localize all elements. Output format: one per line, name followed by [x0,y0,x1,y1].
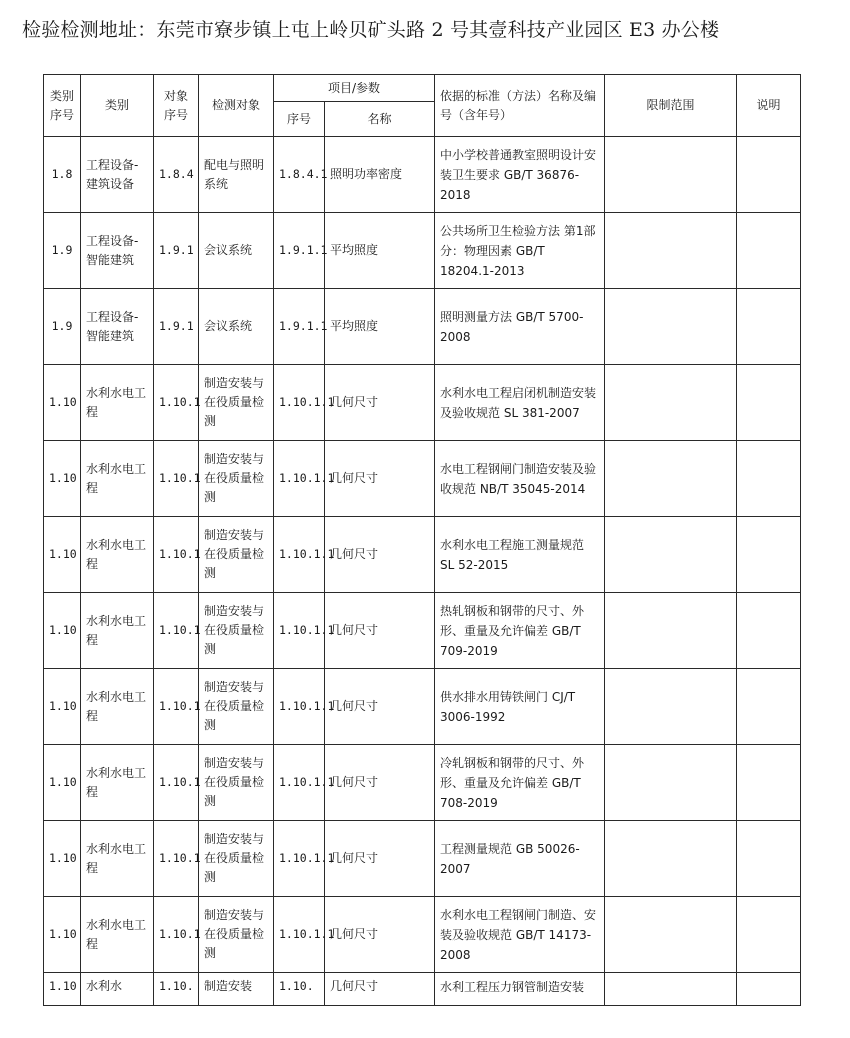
obj-no-cell: 1.9.1 [154,289,199,365]
note-cell [737,517,801,593]
standard-cell: 照明测量方法 GB/T 5700-2008 [435,289,605,365]
item-name-cell: 照明功率密度 [325,137,435,213]
item-no-cell: 1.9.1.1 [274,289,325,365]
note-cell [737,137,801,213]
limit-cell [605,137,737,213]
limit-cell [605,213,737,289]
object-cell: 制造安装与在役质量检测 [199,517,274,593]
object-cell: 制造安装与在役质量检测 [199,365,274,441]
category-cell: 水利水电工程 [81,821,154,897]
cat-no-cell: 1.9 [44,213,81,289]
table-row [44,669,801,745]
obj-no-cell: 1.10.1 [154,517,199,593]
item-name-cell: 几何尺寸 [325,365,435,441]
table-row [44,745,801,821]
standard-cell: 中小学校普通教室照明设计安装卫生要求 GB/T 36876-2018 [435,137,605,213]
object-cell: 配电与照明系统 [199,137,274,213]
obj-no-cell: 1.10.1 [154,669,199,745]
cat-no-cell: 1.10 [44,669,81,745]
item-name-cell: 几何尺寸 [325,593,435,669]
category-cell: 水利水 [81,973,154,1006]
table-row [44,517,801,593]
limit-cell [605,669,737,745]
object-cell: 会议系统 [199,289,274,365]
item-no-cell: 1.10.1.1 [274,593,325,669]
standard-cell: 公共场所卫生检验方法 第1部分：物理因素 GB/T 18204.1-2013 [435,213,605,289]
inspection-address-heading: 检验检测地址：东莞市寮步镇上屯上岭贝矿头路 2 号其壹科技产业园区 E3 办公楼 [22,19,720,41]
obj-no-cell: 1.10.1 [154,593,199,669]
header-object: 检测对象 [199,75,274,137]
item-no-cell: 1.10.1.1 [274,441,325,517]
table-row [44,593,801,669]
limit-cell [605,441,737,517]
limit-cell [605,973,737,1006]
header-item-name: 名称 [325,102,435,137]
note-cell [737,289,801,365]
note-cell [737,821,801,897]
table-header-row [44,75,801,102]
cat-no-cell: 1.10 [44,745,81,821]
category-cell: 水利水电工程 [81,897,154,973]
standard-cell: 水利水电工程启闭机制造安装及验收规范 SL 381-2007 [435,365,605,441]
note-cell [737,745,801,821]
note-cell [737,365,801,441]
limit-cell [605,745,737,821]
cat-no-cell: 1.9 [44,289,81,365]
table-row [44,441,801,517]
cat-no-cell: 1.10 [44,821,81,897]
limit-cell [605,365,737,441]
standard-cell: 热轧钢板和钢带的尺寸、外形、重量及允许偏差 GB/T 709-2019 [435,593,605,669]
header-note: 说明 [737,75,801,137]
item-no-cell: 1.8.4.1 [274,137,325,213]
obj-no-cell: 1.9.1 [154,213,199,289]
item-name-cell: 几何尺寸 [325,669,435,745]
category-cell: 水利水电工程 [81,365,154,441]
cat-no-cell: 1.10 [44,593,81,669]
cat-no-cell: 1.10 [44,517,81,593]
table-row [44,289,801,365]
limit-cell [605,517,737,593]
obj-no-cell: 1.10.1 [154,365,199,441]
item-no-cell: 1.10. [274,973,325,1006]
object-cell: 制造安装与在役质量检测 [199,669,274,745]
standard-cell: 水电工程钢闸门制造安装及验收规范 NB/T 35045-2014 [435,441,605,517]
note-cell [737,897,801,973]
category-cell: 工程设备-智能建筑 [81,213,154,289]
note-cell [737,213,801,289]
item-name-cell: 几何尺寸 [325,517,435,593]
limit-cell [605,821,737,897]
cat-no-cell: 1.10 [44,441,81,517]
item-name-cell: 平均照度 [325,213,435,289]
item-no-cell: 1.10.1.1 [274,745,325,821]
object-cell: 制造安装与在役质量检测 [199,897,274,973]
item-name-cell: 平均照度 [325,289,435,365]
object-cell: 制造安装与在役质量检测 [199,745,274,821]
obj-no-cell: 1.10.1 [154,745,199,821]
category-cell: 水利水电工程 [81,669,154,745]
obj-no-cell: 1.10.1 [154,821,199,897]
item-name-cell: 几何尺寸 [325,441,435,517]
table-row [44,897,801,973]
obj-no-cell: 1.10.1 [154,441,199,517]
object-cell: 会议系统 [199,213,274,289]
header-item-no: 序号 [274,102,325,137]
standard-cell: 水利水电工程钢闸门制造、安装及验收规范 GB/T 14173-2008 [435,897,605,973]
standard-cell: 水利工程压力钢管制造安装 [435,973,605,1006]
cat-no-cell: 1.8 [44,137,81,213]
obj-no-cell: 1.10. [154,973,199,1006]
limit-cell [605,897,737,973]
limit-cell [605,289,737,365]
category-cell: 水利水电工程 [81,517,154,593]
object-cell: 制造安装与在役质量检测 [199,821,274,897]
category-cell: 工程设备-智能建筑 [81,289,154,365]
cat-no-cell: 1.10 [44,365,81,441]
header-obj-no: 对象序号 [154,75,199,137]
item-name-cell: 几何尺寸 [325,897,435,973]
item-no-cell: 1.10.1.1 [274,669,325,745]
header-limit: 限制范围 [605,75,737,137]
limit-cell [605,593,737,669]
table-row [44,213,801,289]
obj-no-cell: 1.10.1 [154,897,199,973]
header-standard: 依据的标准（方法）名称及编号（含年号） [435,75,605,137]
item-no-cell: 1.9.1.1 [274,213,325,289]
cat-no-cell: 1.10 [44,973,81,1006]
item-no-cell: 1.10.1.1 [274,897,325,973]
category-cell: 工程设备-建筑设备 [81,137,154,213]
item-no-cell: 1.10.1.1 [274,821,325,897]
table-row [44,365,801,441]
item-name-cell: 几何尺寸 [325,821,435,897]
table-row [44,137,801,213]
category-cell: 水利水电工程 [81,745,154,821]
item-no-cell: 1.10.1.1 [274,517,325,593]
item-name-cell: 几何尺寸 [325,973,435,1006]
table-row [44,821,801,897]
table-body [44,137,801,1006]
header-cat-no: 类别序号 [44,75,81,137]
object-cell: 制造安装与在役质量检测 [199,593,274,669]
note-cell [737,973,801,1006]
note-cell [737,669,801,745]
item-no-cell: 1.10.1.1 [274,365,325,441]
obj-no-cell: 1.8.4 [154,137,199,213]
cat-no-cell: 1.10 [44,897,81,973]
object-cell: 制造安装与在役质量检测 [199,441,274,517]
scope-table [43,74,801,1006]
standard-cell: 水利水电工程施工测量规范 SL 52-2015 [435,517,605,593]
standard-cell: 冷轧钢板和钢带的尺寸、外形、重量及允许偏差 GB/T 708-2019 [435,745,605,821]
note-cell [737,593,801,669]
object-cell: 制造安装 [199,973,274,1006]
note-cell [737,441,801,517]
category-cell: 水利水电工程 [81,593,154,669]
item-name-cell: 几何尺寸 [325,745,435,821]
category-cell: 水利水电工程 [81,441,154,517]
standard-cell: 供水排水用铸铁闸门 CJ/T 3006-1992 [435,669,605,745]
header-item-param: 项目/参数 [274,75,435,102]
header-category: 类别 [81,75,154,137]
standard-cell: 工程测量规范 GB 50026-2007 [435,821,605,897]
table-row [44,973,801,1006]
